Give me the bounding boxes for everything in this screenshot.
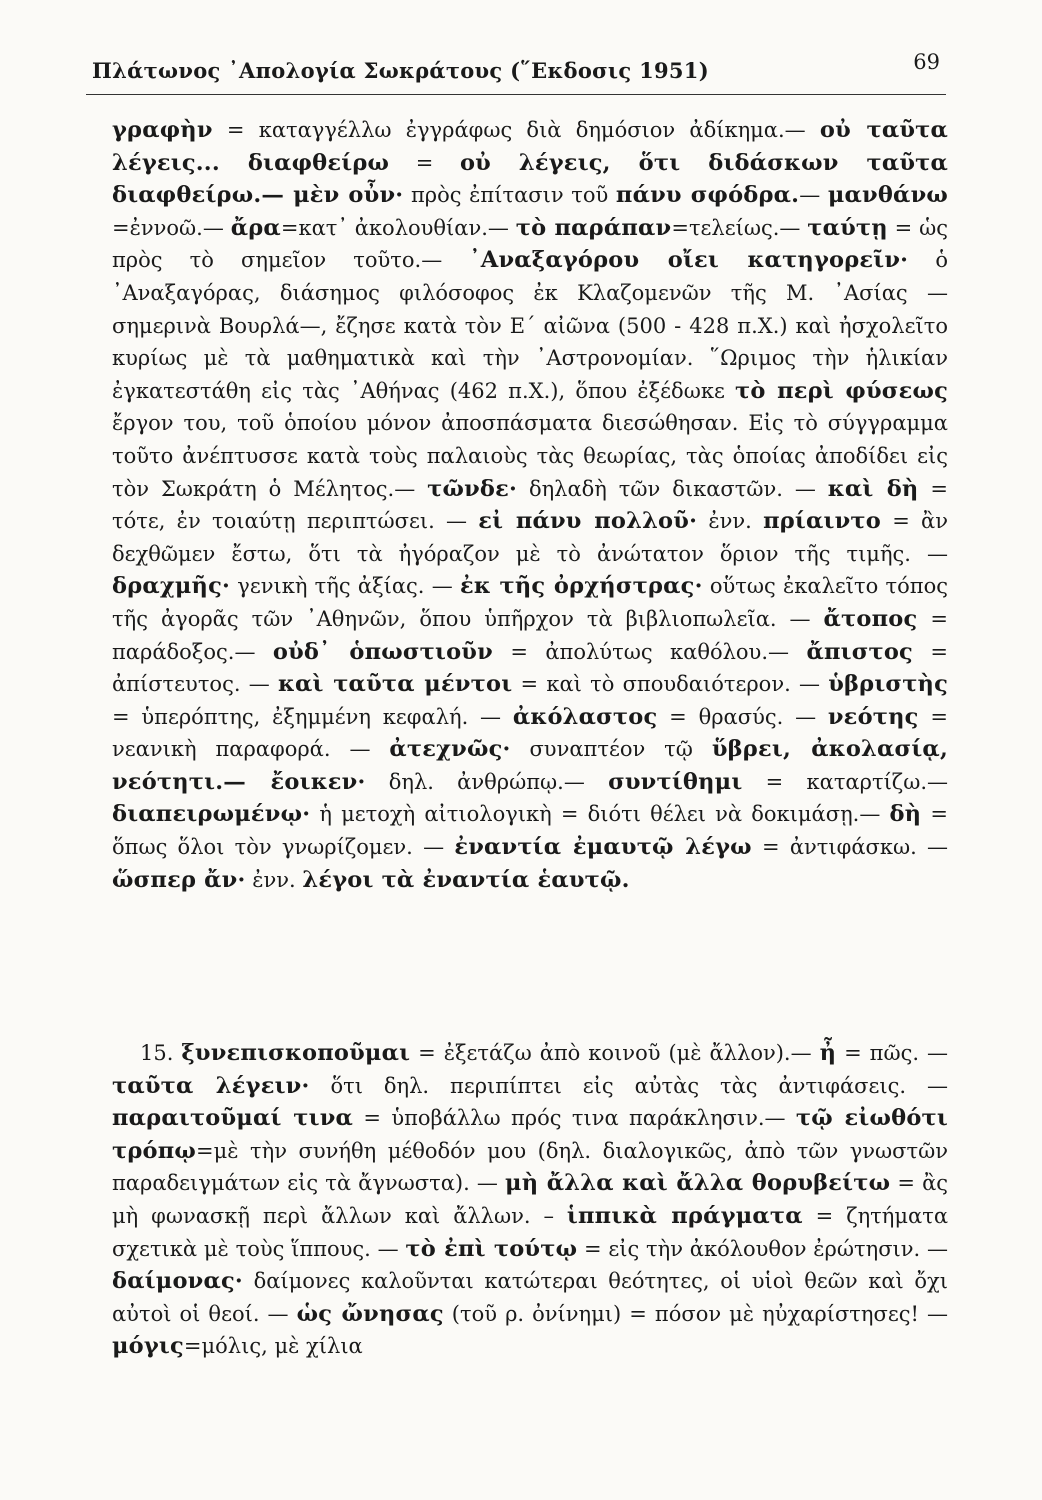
- commentary-paragraph-1: [112, 114, 948, 896]
- lemma-term: τῶνδε·: [427, 475, 518, 502]
- gloss-text: = ὑποβάλλω πρός τινα παράκλησιν.—: [353, 1106, 796, 1131]
- gloss-text: = παράδοξος.—: [112, 606, 948, 664]
- gloss-text: ὁ ᾽Αναξαγόρας, διάσημος φιλόσοφος ἐκ Κλαζομενῶν τῆς Μ. ᾽Ασίας — σημερινὰ Βουρλά—, ἔζησε κατὰ τὸν Ε΄ αἰῶνα (500 - 428 π.Χ.) καὶ ἠσχολεῖτο κυρίως μὲ τὰ μαθηματικὰ καὶ τὴν ᾽Αστρονομίαν. ῞Ωριμος τὴν ἡλικίαν ἐγκατεστάθη εἰς τὰς ᾽Αθήνας (462 π.Χ.), ὅπου ἐξέδωκε: [112, 248, 948, 403]
- gloss-text: —: [799, 183, 828, 208]
- gloss-text: (τοῦ ρ. ὀνίνημι) = πόσον μὲ ηὐχαρίστησες! —: [443, 1301, 948, 1326]
- lemma-term: οὐ λέγεις, ὅτι διδάσκων ταῦτα διαφθείρω.— μὲν οὖν·: [112, 149, 949, 209]
- gloss-text: = ἀπίστευτος. —: [112, 639, 948, 697]
- lemma-term: ἀτεχνῶς·: [389, 736, 511, 763]
- gloss-text: = ἂς μὴ φωνασκῇ περὶ ἄλλων καὶ ἄλλων. –: [112, 1171, 949, 1228]
- lemma-term: διαπειρωμένῳ·: [112, 801, 311, 828]
- gloss-text: = ὅπως ὅλοι τὸν γνωρίζομεν. —: [112, 802, 948, 860]
- lemma-term: ἐναντία ἐμαυτῷ λέγω: [454, 834, 752, 861]
- lemma-term: τῷ εἰωθότι τρόπῳ: [112, 1105, 948, 1164]
- lemma-term: συντίθημι: [608, 768, 743, 795]
- lemma-term: ὥσπερ ἄν·: [112, 866, 246, 893]
- gloss-text: ἡ μετοχὴ αἰτιολογικὴ = διότι θέλει νὰ δοκιμάσῃ.—: [310, 802, 890, 827]
- gloss-text: = θρασύς. —: [657, 704, 828, 729]
- lemma-term: οὐ ταῦτα λέγεις... διαφθείρω: [112, 117, 948, 176]
- gloss-text: ἐνν.: [245, 867, 303, 892]
- gloss-text: συναπτέον τῷ: [510, 737, 712, 762]
- section-number: 15.: [140, 1041, 174, 1065]
- gloss-text: = καταρτίζω.—: [742, 769, 948, 794]
- gloss-text: = ὡς πρὸς τὸ σημεῖον τοῦτο.—: [112, 215, 948, 273]
- lemma-term: ἀκόλαστος: [512, 703, 658, 730]
- lemma-term: οὐδ᾽ ὁπωστιοῦν: [272, 638, 493, 665]
- lemma-term: ἱππικὰ πράγματα: [566, 1202, 803, 1229]
- running-header: [86, 50, 946, 95]
- gloss-text: =ἐννοῶ.—: [112, 215, 231, 240]
- lemma-term: τὸ παράπαν: [515, 214, 672, 241]
- lemma-term: γραφὴν: [112, 117, 213, 143]
- lemma-term: ἄτοπος: [823, 605, 918, 632]
- header-title: Πλάτωνος ᾽Απολογία Σωκράτους (῞Εκδοσις 1951): [92, 58, 709, 83]
- gloss-text: = καταγγέλλω ἐγγράφως διὰ δημόσιον ἀδίκημα.—: [212, 118, 820, 142]
- lemma-term: ᾽Αναξαγόρου οἴει κατηγορεῖν·: [469, 247, 909, 274]
- lemma-term: δὴ: [889, 801, 922, 828]
- gloss-text: = τότε, ἐν τοιαύτῃ περιπτώσει. —: [112, 476, 948, 534]
- commentary-paragraph-15: [112, 1037, 948, 1363]
- gloss-text: δηλ. ἀνθρώπῳ.—: [365, 769, 609, 794]
- gloss-text: = ἀντιφάσκω. —: [751, 835, 948, 860]
- gloss-text: = ζητήματα σχετικὰ μὲ τοὺς ἵππους. —: [112, 1203, 948, 1261]
- lemma-term: πρίαιντο: [763, 508, 881, 535]
- gloss-text: = πῶς. —: [836, 1041, 948, 1065]
- lemma-term: ὡς ὤνησας: [296, 1300, 444, 1327]
- gloss-text: = ἀπολύτως καθόλου.—: [492, 639, 807, 664]
- gloss-text: =τελείως.—: [671, 215, 808, 240]
- lemma-term: ταύτῃ: [807, 214, 888, 241]
- lemma-term: παραιτοῦμαί τινα: [112, 1105, 354, 1132]
- lemma-term: νεότης: [827, 703, 919, 730]
- gloss-text: ἐνν.: [697, 509, 764, 534]
- gloss-text: πρὸς ἐπίτασιν τοῦ: [403, 183, 616, 208]
- gloss-text: = νεανικὴ παραφορά. —: [112, 704, 948, 762]
- lemma-term: καὶ δὴ: [827, 475, 919, 502]
- gloss-text: δηλαδὴ τῶν δικαστῶν. —: [517, 476, 828, 501]
- lemma-term: δραχμῆς·: [112, 573, 231, 600]
- gloss-text: =μόλις, μὲ χίλια: [183, 1334, 363, 1359]
- lemma-term: πάνυ σφόδρα.: [615, 182, 800, 209]
- lemma-term: ἦ: [819, 1040, 837, 1066]
- lemma-term: μὴ ἄλλα καὶ ἄλλα θορυβείτω: [505, 1170, 891, 1197]
- lemma-term: ὑβριστὴς: [828, 671, 949, 698]
- gloss-text: = εἰς τὴν ἀκόλουθον ἐρώτησιν. —: [577, 1236, 949, 1261]
- gloss-text: =μὲ τὴν συνήθη μέθοδόν μου (δηλ. διαλογικῶς, ἀπὸ τῶν γνωστῶν παραδειγμάτων εἰς τὰ ἄγνωστα). —: [112, 1138, 948, 1196]
- gloss-text: δαίμονες καλοῦνται κατώτεραι θεότητες, οἱ υἱοὶ θεῶν καὶ ὄχι αὐτοὶ οἱ θεοί. —: [112, 1269, 948, 1326]
- lemma-term: εἰ πάνυ πολλοῦ·: [478, 508, 698, 535]
- lemma-term: ἄπιστος: [806, 638, 913, 665]
- lemma-term: ἐκ τῆς ὀρχήστρας·: [459, 573, 703, 600]
- gloss-text: ἔργον του, τοῦ ὁποίου μόνον ἀποσπάσματα διεσώθησαν. Εἰς τὸ σύγγραμμα τοῦτο ἀνέπτυσσε κατὰ τοὺς παλαιοὺς τὰς θεωρίας, τὰς ὁποίας ἀποδίδει εἰς τὸν Σωκράτη ὁ Μέλητος.—: [112, 411, 948, 501]
- gloss-text: =: [389, 150, 460, 175]
- lemma-term: λέγοι τὰ ἐναντία ἑαυτῷ.: [302, 866, 630, 893]
- gloss-text: οὕτως ἐκαλεῖτο τόπος τῆς ἀγορᾶς τῶν ᾽Αθηνῶν, ὅπου ὑπῆρχον τὰ βιβλιοπωλεῖα. —: [112, 574, 948, 631]
- gloss-text: = καὶ τὸ σπουδαιότερον. —: [512, 672, 829, 697]
- gloss-text: = ἂν δεχθῶμεν ἔστω, ὅτι τὰ ἠγόραζον μὲ τὸ ἀνώτατον ὅριον τῆς τιμῆς. —: [112, 509, 948, 566]
- lemma-term: καὶ ταῦτα μέντοι: [277, 671, 513, 698]
- gloss-text: ὅτι δηλ. περιπίπτει εἰς αὐτὰς τὰς ἀντιφάσεις. —: [309, 1073, 948, 1098]
- page-number: 69: [913, 50, 940, 74]
- lemma-term: ταῦτα λέγειν·: [112, 1072, 310, 1099]
- lemma-term: δαίμονας·: [112, 1268, 243, 1295]
- lemma-term: ὕβρει, ἀκολασίᾳ, νεότητι.— ἔοικεν·: [112, 736, 948, 795]
- gloss-text: = ἐξετάζω ἀπὸ κοινοῦ (μὲ ἄλλον).—: [410, 1041, 820, 1065]
- lemma-term: ἄρα: [230, 214, 281, 241]
- gloss-text: γενικὴ τῆς ἀξίας. —: [230, 574, 460, 599]
- gloss-text: =κατ᾽ ἀκολουθίαν.—: [280, 215, 516, 240]
- lemma-term: τὸ περὶ φύσεως: [735, 377, 948, 404]
- lemma-term: μόγις: [112, 1333, 184, 1360]
- lemma-term: μανθάνω: [827, 182, 949, 209]
- lemma-term: ξυνεπισκοποῦμαι: [181, 1040, 411, 1066]
- gloss-text: = ὑπερόπτης, ἐξημμένη κεφαλή. —: [112, 704, 513, 729]
- lemma-term: τὸ ἐπὶ τούτῳ: [405, 1235, 578, 1262]
